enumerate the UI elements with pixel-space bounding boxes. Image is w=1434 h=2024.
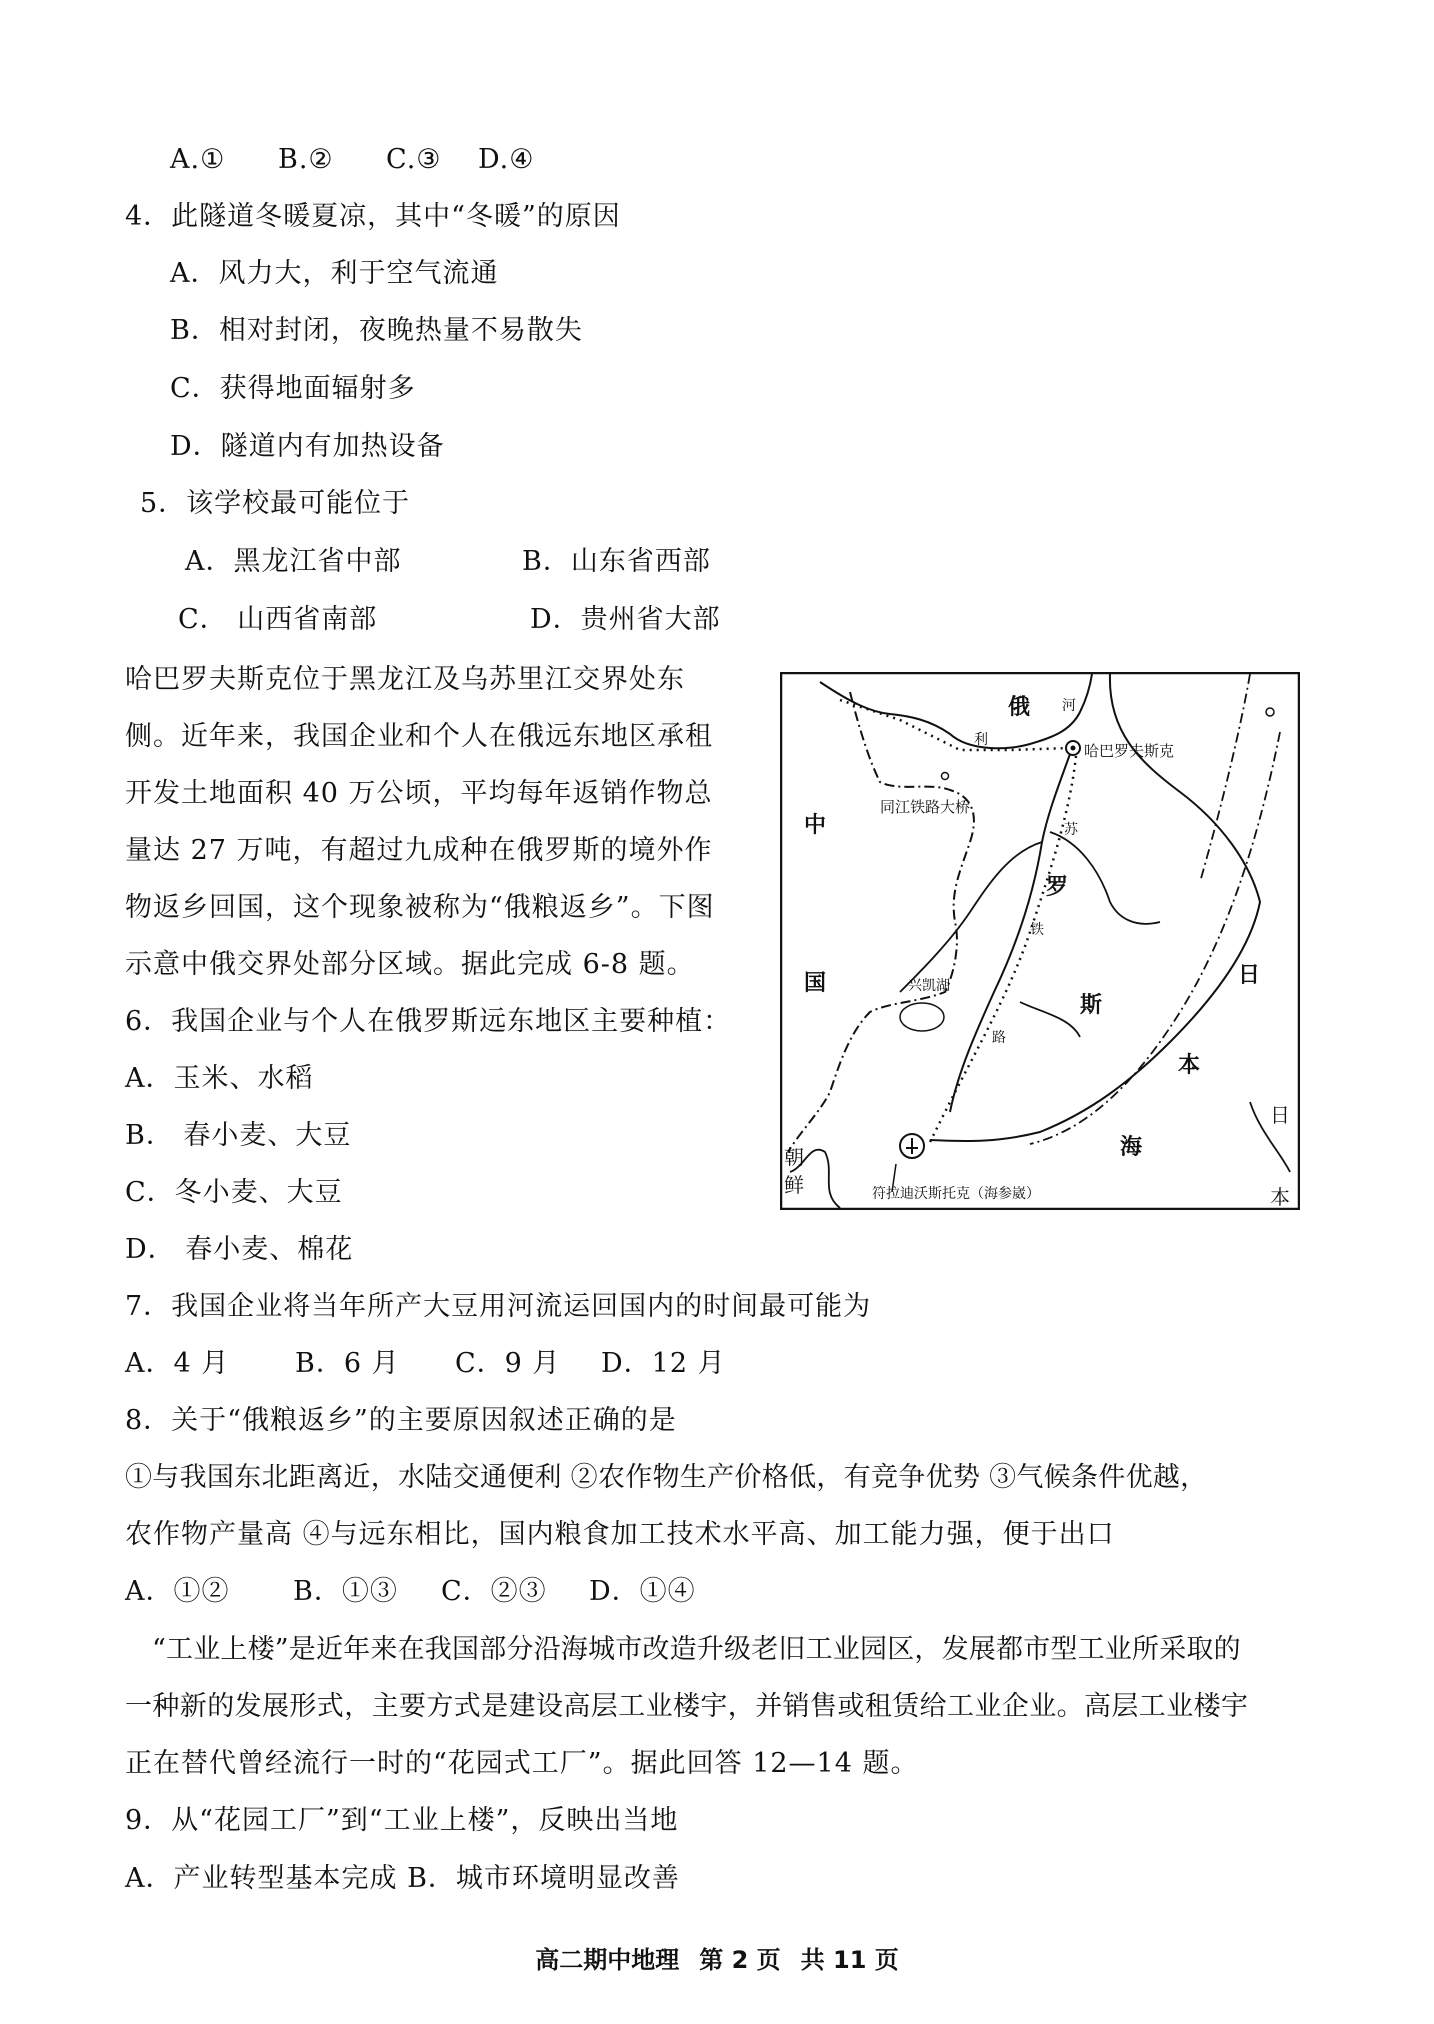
passage1-line-6: 示意中俄交界处部分区域。据此完成 6-8 题。 — [125, 949, 695, 980]
q4-stem: 4．此隧道冬暖夏凉，其中“冬暖”的原因 — [125, 201, 621, 232]
passage2-line-1: “工业上楼”是近年来在我国部分沿海城市改造升级老旧工业园区，发展都市型工业所采取的 — [152, 1634, 1241, 1665]
q3-option-d: D.④ — [478, 144, 535, 175]
q7-option-d: D．12 月 — [601, 1348, 726, 1379]
q5-option-b: B．山东省西部 — [522, 546, 711, 577]
label-korea-1: 朝 — [784, 1145, 804, 1169]
passage1-line-2: 侧。近年来，我国企业和个人在俄远东地区承租 — [125, 721, 713, 752]
q6-option-c: C．冬小麦、大豆 — [125, 1177, 343, 1208]
label-rail-b: 路 — [992, 1030, 1006, 1046]
label-russia-3: 斯 — [1080, 993, 1103, 1018]
label-korea-2: 鲜 — [784, 1173, 804, 1197]
q4-option-d: D．隧道内有加热设备 — [170, 431, 445, 462]
q7-stem: 7．我国企业将当年所产大豆用河流运回国内的时间最可能为 — [125, 1291, 872, 1322]
label-japan-b1: 日 — [1270, 1103, 1290, 1127]
q3-option-a: A.① — [170, 144, 226, 175]
q6-stem: 6．我国企业与个人在俄罗斯远东地区主要种植： — [125, 1006, 732, 1037]
map-border — [781, 673, 1299, 1209]
page-footer — [0, 1940, 1434, 1975]
footer-total: 共 11 页 — [800, 1946, 899, 1974]
q3-options — [170, 143, 534, 177]
label-bridge: 同江铁路大桥 — [880, 798, 971, 816]
q5-option-d: D．贵州省大部 — [530, 604, 721, 635]
label-river-1: 河 — [1062, 698, 1076, 714]
passage1-line-5: 物返乡回国，这个现象被称为“俄粮返乡”。下图 — [125, 892, 715, 923]
label-japan-2: 本 — [1178, 1053, 1201, 1078]
passage1-line-3: 开发土地面积 40 万公顷，平均每年返销作物总 — [125, 778, 713, 809]
label-japan-1: 日 — [1238, 963, 1261, 988]
q4-option-a: A．风力大，利于空气流通 — [170, 258, 499, 289]
q6-option-d: D． 春小麦、棉花 — [125, 1234, 354, 1265]
q4-option-c: C．获得地面辐射多 — [170, 373, 416, 404]
passage2-line-2: 一种新的发展形式，主要方式是建设高层工业楼宇，并销售或租赁给工业企业。高层工业楼宇 — [125, 1691, 1249, 1722]
q5-option-c: C． 山西省南部 — [178, 604, 378, 635]
label-sea: 海 — [1120, 1135, 1143, 1160]
q6-option-a: A．玉米、水稻 — [125, 1063, 314, 1094]
q7-option-a: A．4 月 — [125, 1348, 230, 1379]
q7-option-b: B．6 月 — [295, 1348, 400, 1379]
lake-khanka — [900, 1003, 944, 1031]
footer-subject: 高二期中地理 — [535, 1946, 680, 1974]
map-figure — [780, 672, 1300, 1210]
label-china-1: 中 — [804, 813, 827, 838]
q8-stem: 8．关于“俄粮返乡”的主要原因叙述正确的是 — [125, 1405, 677, 1436]
passage2-line-3: 正在替代曾经流行一时的“花园式工厂”。据此回答 12—14 题。 — [125, 1748, 919, 1779]
label-china-2: 国 — [804, 971, 827, 996]
q6-option-b: B． 春小麦、大豆 — [125, 1120, 352, 1151]
q3-option-b: B.② — [278, 144, 334, 175]
label-khabarovsk: 哈巴罗夫斯克 — [1084, 742, 1175, 760]
q8-option-b: B．①③ — [293, 1576, 398, 1607]
footer-page: 第 2 页 — [699, 1946, 781, 1974]
label-river-3: 苏 — [1064, 822, 1078, 838]
island-marker — [1266, 708, 1274, 716]
q8-option-c: C．②③ — [441, 1576, 547, 1607]
q8-options — [125, 1575, 696, 1609]
q8-option-a: A．①② — [125, 1576, 230, 1607]
khabarovsk-dot — [1071, 746, 1076, 751]
label-rail-a: 铁 — [1030, 922, 1044, 938]
label-vladivostok: 符拉迪沃斯托克（海参崴） — [872, 1186, 1040, 1202]
label-russia-1: 俄 — [1008, 695, 1031, 720]
q9-options: A．产业转型基本完成 B．城市环境明显改善 — [125, 1863, 680, 1894]
q8-option-d: D．①④ — [589, 1576, 696, 1607]
map-svg — [780, 672, 1300, 1210]
q8-choices-line-2: 农作物产量高 ④与远东相比，国内粮食加工技术水平高、加工能力强，便于出口 — [125, 1519, 1115, 1550]
label-lake: 兴凯湖 — [908, 978, 950, 994]
q8-choices-line-1: ①与我国东北距离近，水陆交通便利 ②农作物生产价格低，有竞争优势 ③气候条件优越， — [125, 1462, 1208, 1493]
q5-stem: 5．该学校最可能位于 — [140, 488, 411, 519]
passage1-line-1: 哈巴罗夫斯克位于黑龙江及乌苏里江交界处东 — [125, 664, 685, 695]
q3-option-c: C.③ — [386, 144, 442, 175]
q9-stem: 9．从“花园工厂”到“工业上楼”，反映出当地 — [125, 1805, 679, 1836]
q5-option-a: A．黑龙江省中部 — [185, 546, 402, 577]
label-russia-2: 罗 — [1046, 875, 1069, 900]
q7-options — [125, 1347, 726, 1381]
q7-option-c: C．9 月 — [455, 1348, 561, 1379]
label-japan-b2: 本 — [1270, 1185, 1290, 1209]
label-river-2: 利 — [974, 732, 988, 748]
bridge-marker — [942, 773, 949, 780]
passage1-line-4: 量达 27 万吨，有超过九成种在俄罗斯的境外作 — [125, 835, 713, 866]
q4-option-b: B．相对封闭，夜晚热量不易散失 — [170, 315, 583, 346]
